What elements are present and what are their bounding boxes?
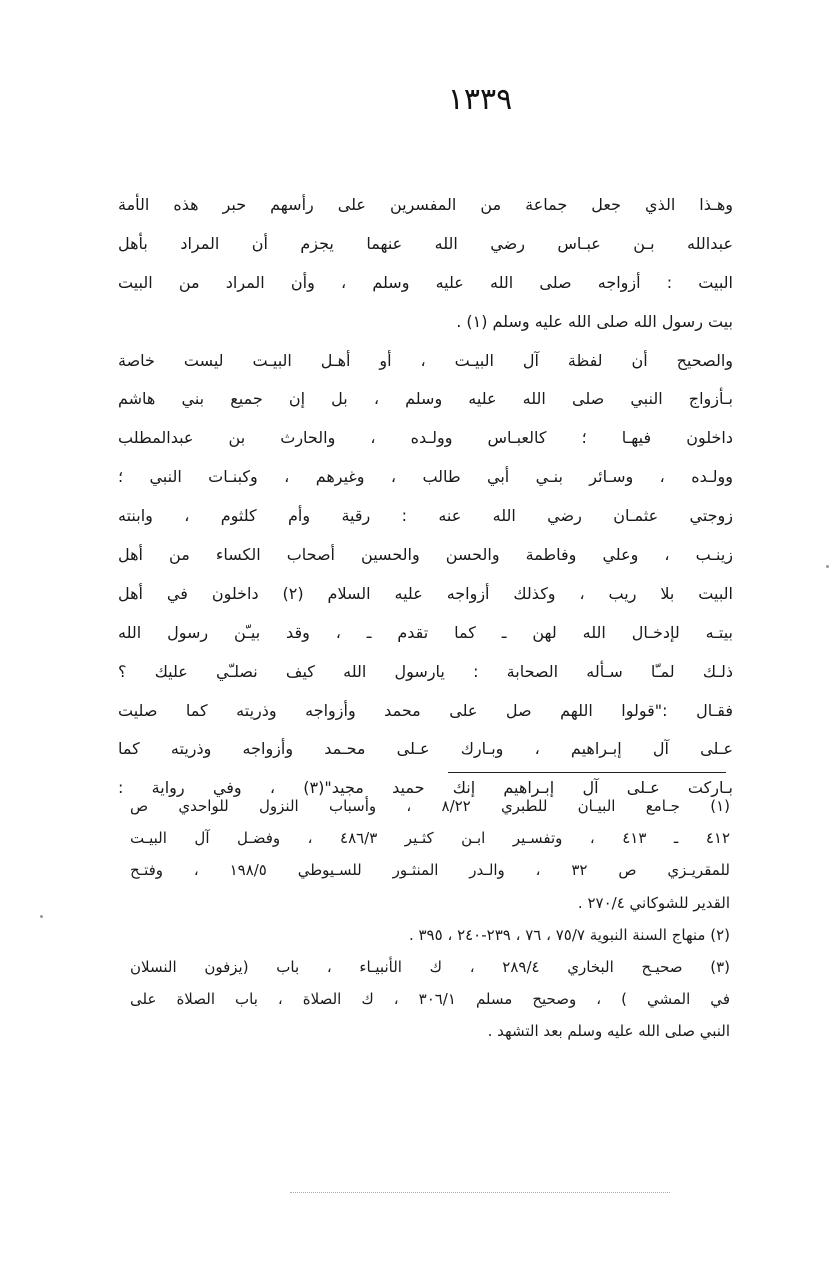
text-line: داخلون فيهـا ؛ كالعبـاس وولـده ، والحارث بن عبدالمطلب [118,428,733,448]
text-line: ذلـك لمـّا سـأله الصحابة : يارسول الله كيف نصلـّي عليك ؟ [118,661,733,681]
footnote-line: (٢) منهاج السنة النبوية ٧٥/٧ ، ٧٦ ، ٢٣٩-٢٤٠ ، ٣٩٥ . [408,925,730,944]
text-line: فقـال :"قولوا اللهم صل على محمد وأزواجه وذريته كما صليت [118,700,733,720]
text-line: بـأزواج النبي صلى الله عليه وسلم ، بل إن جميع بني هاشم [118,389,733,409]
footnote-line: ٤١٢ ـ ٤١٣ ، وتفسـير ابـن كثـير ٤٨٦/٣ ، وفضـل آل البيـت [130,829,730,848]
page-number: ١٣٣٩ [447,82,513,117]
text-line: وهـذا الذي جعل جماعة من المفسرين على رأسهم حبر هذه الأمة [118,195,733,214]
text-line: زوجتي عثمـان رضي الله عنه : رقية وأم كلثوم ، وابنته [118,506,733,526]
text-line: البيت بلا ريب ، وكذلك أزواجه عليه السلام (٢) داخلون في أهل [118,583,733,603]
footnote-line: (١) جـامع البيـان للطبري ٨/٢٢ ، وأسباب النزول للواحدي ص [130,797,730,815]
text-line: والصحيح أن لفظة آل البيـت ، أو أهـل البيـت ليست خاصة [118,350,733,370]
main-text [118,186,733,808]
footnote-line: القدير للشوكاني ٢٧٠/٤ . [577,893,730,912]
footnote-line: (٣) صحيـح البخاري ٢٨٩/٤ ، ك الأنبيـاء ، باب (يزفون النسلان [130,957,730,976]
scan-artifact-line [290,1192,670,1193]
text-line: بيتـه لإدخـال الله لهن ـ كما تقدم ـ ، وقد بيـّن رسول الله [118,622,733,642]
text-line: بيت رسول الله صلى الله عليه وسلم (١) . [456,311,733,331]
text-line: بـاركت عـلى آل إبـراهيم إنك حميد مجيد"(٣) ، وفي رواية : [118,778,733,798]
footnote-separator [448,772,726,773]
text-line: عـلى آل إبـراهيم ، وبـارك عـلى محـمد وأزواجه وذريته كما [118,739,733,759]
footnote-line: في المشي ) ، وصحيح مسلم ٣٠٦/١ ، ك الصلاة ، باب الصلاة على [130,990,730,1009]
scan-speck [40,915,43,918]
text-line: عبدالله بـن عبـاس رضي الله عنهما يجزم أن المراد بأهل [118,233,733,253]
footnote-line: النبي صلى الله عليه وسلم بعد التشهد . [487,1022,730,1041]
footnotes [130,790,730,1048]
footnote-line: للمقريـزي ص ٣٢ ، والـدر المنثـور للسـيوطي ١٩٨/٥ ، وفتـح [130,861,730,880]
text-line: زينـب ، وعلي وفاطمة والحسن والحسين أصحاب الكساء من أهل [118,545,733,565]
scan-speck [826,565,829,568]
text-line: وولـده ، وسـائر بنـي أبي طالب ، وغيرهم ، وكبنـات النبي ؛ [118,467,733,487]
text-line: البيت : أزواجه صلى الله عليه وسلم ، وأن المراد من البيت [118,272,733,292]
